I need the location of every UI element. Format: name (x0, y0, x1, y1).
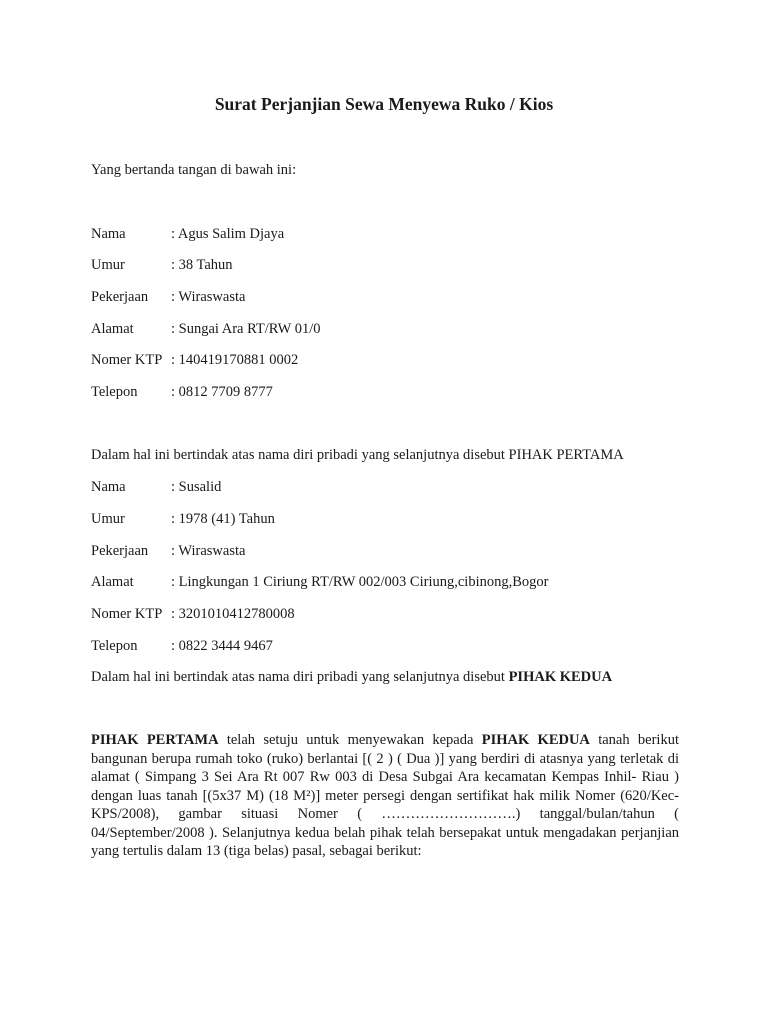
field-label: Alamat (91, 321, 134, 337)
party1-field-occupation (91, 287, 245, 307)
agreement-text: tanah berikut bangunan berupa rumah toko (ruko) berlantai [( 2 ) ( Dua )] yang berdiri di atasnya yang terletak di alamat ( Simpang 3 Sei Ara Rt 007 Rw 003 di Desa Subgai Ara kecamatan Kempas Inhil- Riau ) dengan luas tanah [(5x37 M) (18 M²)] meter persegi dengan sertifikat hak milik Nomer (620/Kec-KPS/2008), gambar situasi Nomer ( ……………………….) tanggal/bulan/tahun ( 04/September/2008 ). Selanjutnya kedua belah pihak telah bersepakat untuk mengadakan perjanjian yang tertulis dalam 13 (tiga belas) pasal, sebagai berikut: (91, 732, 679, 859)
field-value: : Agus Salim Djaya (171, 226, 285, 242)
field-label: Alamat (91, 574, 134, 590)
field-value: : Susalid (171, 479, 222, 495)
agreement-text: telah setuju untuk menyewakan kepada (218, 732, 482, 748)
field-label: Nama (91, 479, 126, 495)
statement-party-name: PIHAK KEDUA (508, 669, 613, 685)
party2-field-age (91, 509, 275, 529)
field-value: : 140419170881 0002 (171, 352, 299, 368)
field-label: Umur (91, 257, 125, 273)
party2-field-address (91, 572, 548, 592)
field-label: Telepon (91, 638, 138, 654)
field-label: Umur (91, 511, 125, 527)
field-value: : Wiraswasta (171, 543, 246, 559)
field-label: Pekerjaan (91, 289, 149, 305)
party1-statement: Dalam hal ini bertindak atas nama diri pribadi yang selanjutnya disebut PIHAK PERTAMA (91, 447, 624, 463)
party2-field-ktp (91, 604, 295, 624)
field-label: Pekerjaan (91, 543, 149, 559)
field-value: : Lingkungan 1 Ciriung RT/RW 002/003 Ciriung,cibinong,Bogor (171, 574, 549, 590)
statement-text: Dalam hal ini bertindak atas nama diri pribadi yang selanjutnya disebut (91, 669, 509, 685)
field-value: : Sungai Ara RT/RW 01/0 (171, 321, 321, 337)
party-first-label: PIHAK PERTAMA (91, 732, 219, 748)
party1-field-phone (91, 382, 273, 402)
field-value: : 38 Tahun (171, 257, 233, 273)
intro-text: Yang bertanda tangan di bawah ini: (91, 162, 297, 178)
field-value: : 0822 3444 9467 (171, 638, 273, 654)
agreement-paragraph (91, 731, 679, 861)
party1-field-address (91, 319, 321, 339)
field-label: Nomer KTP (91, 352, 163, 368)
party1-field-age (91, 255, 233, 275)
field-label: Nama (91, 226, 126, 242)
party2-statement (91, 667, 612, 687)
party-second-label: PIHAK KEDUA (481, 732, 590, 748)
party2-field-phone (91, 636, 273, 656)
party1-field-name (91, 224, 284, 244)
field-value: : 1978 (41) Tahun (171, 511, 275, 527)
document-title: Surat Perjanjian Sewa Menyewa Ruko / Kios (214, 94, 554, 114)
field-value: : 3201010412780008 (171, 606, 295, 622)
party1-field-ktp (91, 350, 298, 370)
party2-field-name (91, 477, 221, 497)
field-label: Nomer KTP (91, 606, 163, 622)
party2-field-occupation (91, 541, 245, 561)
field-label: Telepon (91, 384, 138, 400)
field-value: : Wiraswasta (171, 289, 246, 305)
field-value: : 0812 7709 8777 (171, 384, 273, 400)
